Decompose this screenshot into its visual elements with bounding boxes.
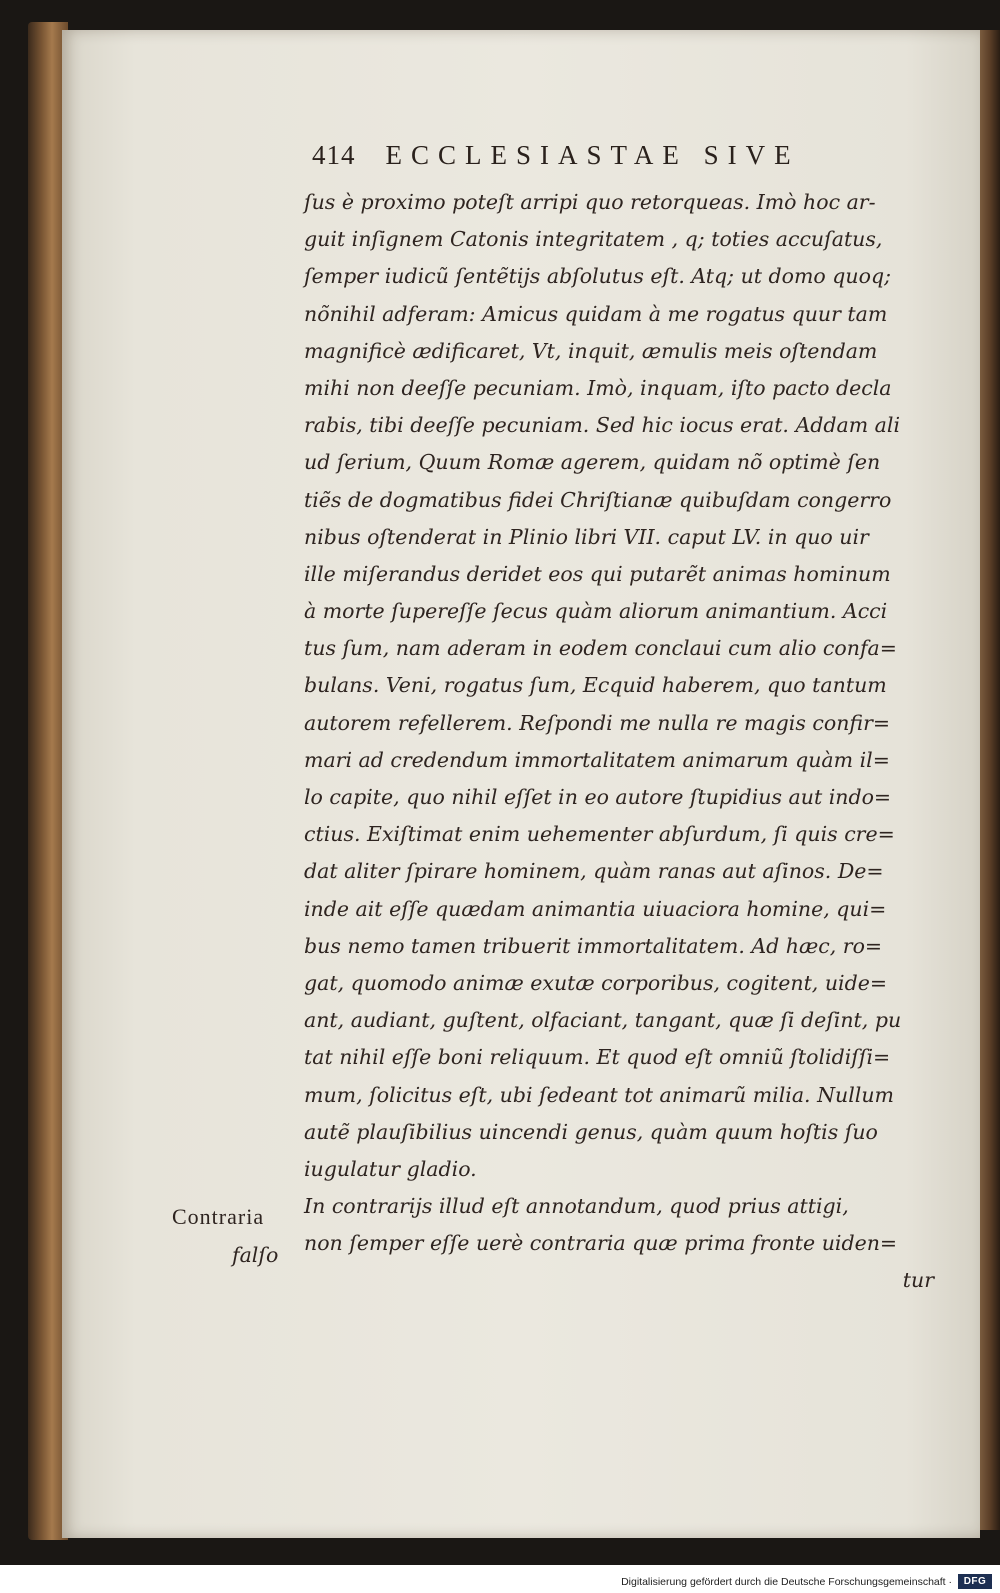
- text-line: mum, ſolicitus eſt, ubi ſedeant tot animarũ milia. Nullum: [304, 1082, 894, 1107]
- text-line: nõnihil adferam: Amicus quidam à me rogatus quur tam: [304, 301, 888, 326]
- digitization-credit: Digitalisierung gefördert durch die Deutsche Forschungsgemeinschaft ·: [621, 1576, 952, 1588]
- text-line: dat aliter ſpirare hominem, quàm ranas aut aſinos. De=: [304, 859, 884, 884]
- page-header: [312, 140, 952, 180]
- text-line: tus ſum, nam aderam in eodem conclaui cum alio confa=: [304, 636, 897, 661]
- text-line: ſus è proximo poteſt arripi quo retorqueas. Imò hoc ar-: [304, 190, 876, 214]
- text-line: ant, audiant, guſtent, olfaciant, tangant, quæ ſi deſint, pu: [304, 1008, 902, 1033]
- text-line: In contrarijs illud eſt annotandum, quod prius attigi,: [304, 1194, 849, 1219]
- text-line: magnificè ædificaret, Vt, inquit, æmulis meis oſtendam: [304, 338, 878, 363]
- text-line: iugulatur gladio.: [304, 1156, 477, 1181]
- text-line: ctius. Exiſtimat enim uehementer abſurdum, ſi quis cre=: [304, 822, 895, 847]
- text-line: à morte ſupereſſe ſecus quàm aliorum animantium. Acci: [304, 599, 888, 624]
- text-line: ſemper iudicũ ſentẽtijs abſolutus eſt. Atq; ut domo quoq;: [304, 264, 891, 289]
- dfg-logo: DFG: [958, 1574, 992, 1589]
- text-line: ud ſerium, Quum Romæ agerem, quidam nõ optimè ſen: [304, 450, 881, 475]
- text-line: gat, quomodo animæ exutæ corporibus, cogitent, uide=: [304, 970, 888, 995]
- catchword: tur: [902, 1268, 934, 1293]
- text-line: guit inſignem Catonis integritatem , q; toties accuſatus,: [304, 227, 883, 252]
- marginal-note-contraria: Contraria: [172, 1204, 265, 1229]
- text-line: bulans. Veni, rogatus ſum, Ecquid haberem, quo tantum: [304, 673, 887, 698]
- text-line: autorem refellerem. Reſpondi me nulla re magis confir=: [304, 710, 891, 735]
- text-line: bus nemo tamen tribuerit immortalitatem. Ad hæc, ro=: [304, 933, 883, 958]
- text-line: nibus oſtenderat in Plinio libri VII. caput LV. in quo uir: [304, 524, 869, 549]
- text-line: tat nihil eſſe boni reliquum. Et quod eſt omniũ ſtolidiſſi=: [304, 1045, 891, 1070]
- running-title: ECCLESIASTAE SIVE: [385, 140, 800, 170]
- marginal-note-falso: falſo: [232, 1243, 279, 1267]
- text-line: lo capite, quo nihil eſſet in eo autore ſtupidius aut indo=: [304, 785, 892, 809]
- text-line: non ſemper eſſe uerè contraria quæ prima fronte uiden=: [304, 1231, 898, 1256]
- text-line: mihi non deeſſe pecuniam. Imò, inquam, iſto pacto decla: [304, 375, 892, 400]
- text-line: inde ait eſſe quædam animantia uiuaciora homine, qui=: [304, 896, 887, 921]
- text-line: mari ad credendum immortalitatem animarum quàm il=: [304, 747, 890, 772]
- text-line: rabis, tibi deeſſe pecuniam. Sed hic iocus erat. Addam ali: [304, 413, 901, 438]
- text-line: ille miſerandus deridet eos qui putarẽt animas hominum: [304, 561, 891, 586]
- page-number: 414: [312, 140, 356, 170]
- text-line: autẽ plauſibilius uincendi genus, quàm quum hoſtis ſuo: [304, 1119, 878, 1144]
- text-line: tiẽs de dogmatibus fidei Chriſtianæ quibuſdam congerro: [304, 487, 892, 512]
- body-text: [304, 184, 954, 1300]
